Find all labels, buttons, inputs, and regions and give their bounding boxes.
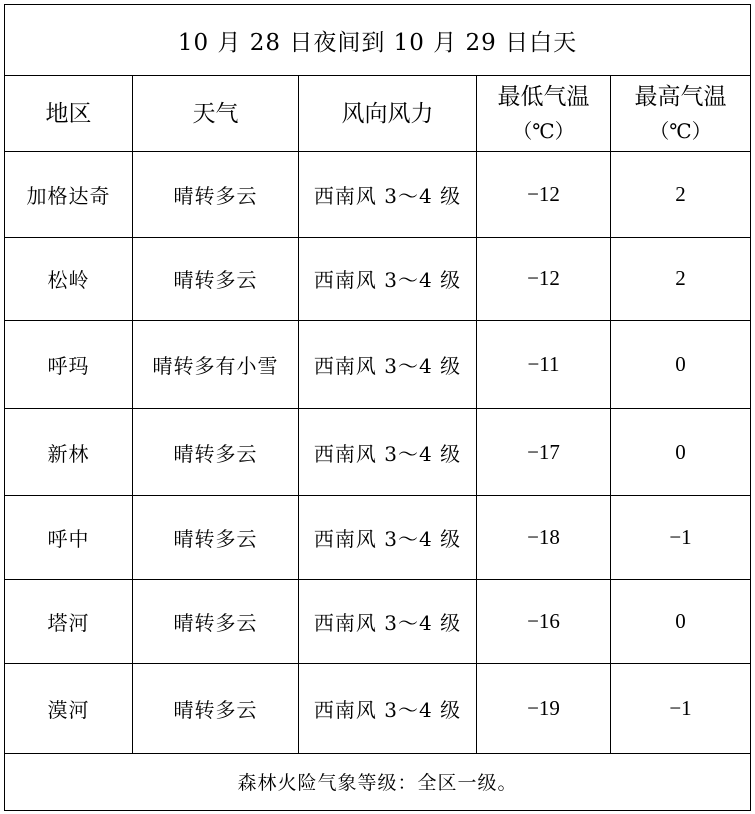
region-cell: 加格达奇 (5, 151, 133, 237)
max-temp-cell: 0 (611, 579, 751, 663)
min-temp-cell: −16 (477, 579, 611, 663)
region-cell: 呼玛 (5, 320, 133, 408)
table-row (5, 238, 751, 320)
header-min-temp-unit: （℃） (512, 118, 575, 143)
header-wind: 风向风力 (299, 76, 477, 151)
header-max-temp (611, 76, 751, 151)
header-max-temp-label: 最高气温 (634, 83, 727, 110)
region-cell: 松岭 (5, 238, 133, 320)
table-row (5, 496, 751, 579)
wind-cell: 西南风 3～4 级 (299, 238, 477, 320)
max-temp-cell: 0 (611, 408, 751, 495)
footer-row (5, 753, 751, 810)
min-temp-cell: −12 (477, 151, 611, 237)
fire-danger-note: 森林火险气象等级：全区一级。 (5, 753, 751, 810)
wind-cell: 西南风 3～4 级 (299, 496, 477, 579)
header-min-temp (477, 76, 611, 151)
weather-cell: 晴转多云 (133, 408, 299, 495)
wind-cell: 西南风 3～4 级 (299, 408, 477, 495)
weather-cell: 晴转多云 (133, 151, 299, 237)
max-temp-cell: 0 (611, 320, 751, 408)
region-cell: 塔河 (5, 579, 133, 663)
min-temp-cell: −11 (477, 320, 611, 408)
region-cell: 漠河 (5, 664, 133, 753)
min-temp-cell: −12 (477, 238, 611, 320)
weather-cell: 晴转多有小雪 (133, 320, 299, 408)
weather-forecast-table (4, 4, 751, 811)
header-max-temp-unit: （℃） (649, 118, 712, 143)
wind-cell: 西南风 3～4 级 (299, 664, 477, 753)
wind-cell: 西南风 3～4 级 (299, 579, 477, 663)
min-temp-cell: −18 (477, 496, 611, 579)
region-cell: 呼中 (5, 496, 133, 579)
min-temp-cell: −17 (477, 408, 611, 495)
table-row (5, 151, 751, 237)
max-temp-cell: 2 (611, 151, 751, 237)
header-min-temp-label: 最低气温 (497, 83, 590, 110)
header-weather: 天气 (133, 76, 299, 151)
max-temp-cell: 2 (611, 238, 751, 320)
max-temp-cell: −1 (611, 496, 751, 579)
weather-cell: 晴转多云 (133, 579, 299, 663)
title-row (5, 5, 751, 76)
header-region: 地区 (5, 76, 133, 151)
table-row (5, 408, 751, 495)
wind-cell: 西南风 3～4 级 (299, 151, 477, 237)
weather-cell: 晴转多云 (133, 664, 299, 753)
max-temp-cell: −1 (611, 664, 751, 753)
table-title: 10 月 28 日夜间到 10 月 29 日白天 (5, 5, 751, 76)
table-row (5, 664, 751, 753)
weather-cell: 晴转多云 (133, 238, 299, 320)
weather-cell: 晴转多云 (133, 496, 299, 579)
region-cell: 新林 (5, 408, 133, 495)
min-temp-cell: −19 (477, 664, 611, 753)
table-row (5, 579, 751, 663)
wind-cell: 西南风 3～4 级 (299, 320, 477, 408)
table-row (5, 320, 751, 408)
header-row (5, 76, 751, 151)
